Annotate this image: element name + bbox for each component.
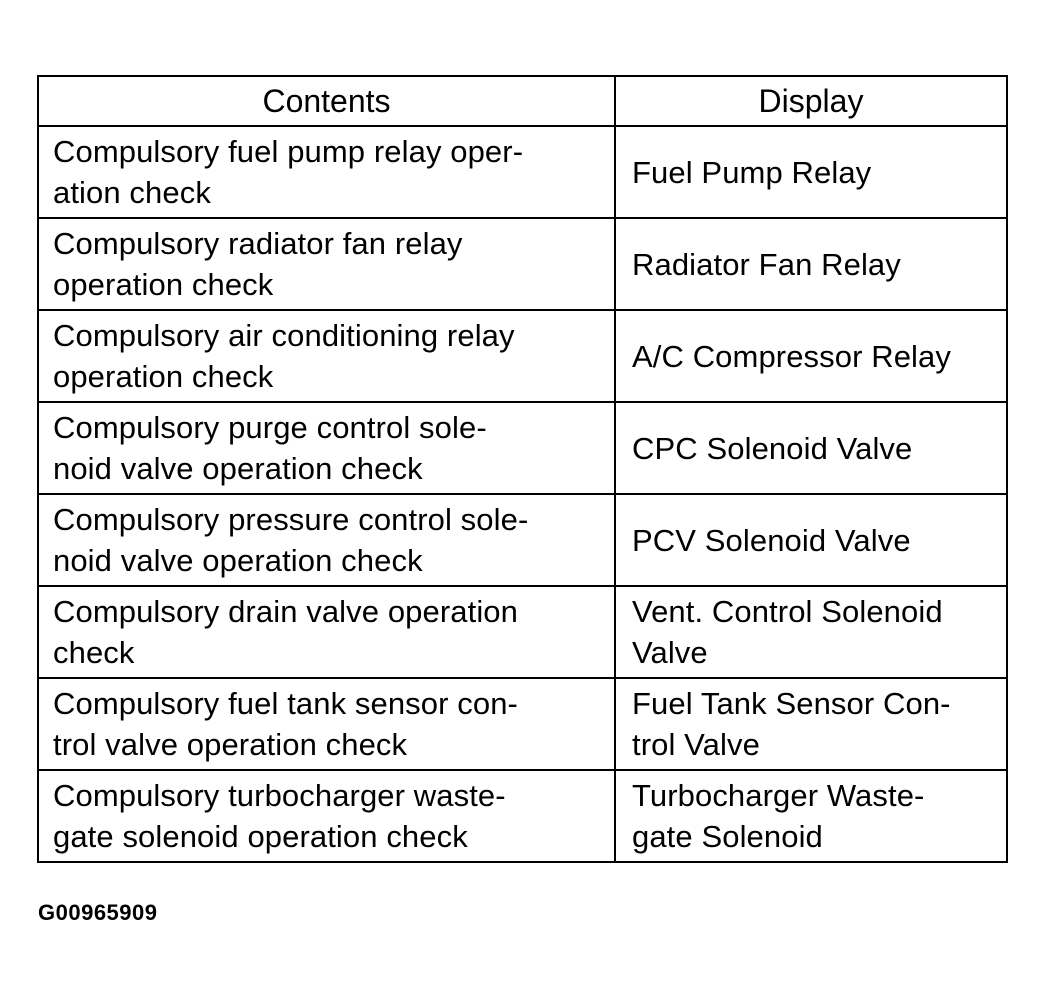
contents-cell: Compulsory air conditioning relay operation check	[38, 310, 615, 402]
table-header	[38, 76, 1007, 126]
table-row	[38, 494, 1007, 586]
display-cell: A/C Compressor Relay	[615, 310, 1007, 402]
table-row	[38, 402, 1007, 494]
header-display: Display	[615, 76, 1007, 126]
header-row	[38, 76, 1007, 126]
contents-cell: Compulsory purge control sole- noid valve operation check	[38, 402, 615, 494]
table-row	[38, 770, 1007, 862]
table-row	[38, 678, 1007, 770]
display-cell: PCV Solenoid Valve	[615, 494, 1007, 586]
table-row	[38, 218, 1007, 310]
display-cell: Radiator Fan Relay	[615, 218, 1007, 310]
display-cell: Fuel Pump Relay	[615, 126, 1007, 218]
contents-cell: Compulsory fuel pump relay oper- ation check	[38, 126, 615, 218]
contents-cell: Compulsory turbocharger waste- gate solenoid operation check	[38, 770, 615, 862]
display-cell: Vent. Control Solenoid Valve	[615, 586, 1007, 678]
contents-cell: Compulsory drain valve operation check	[38, 586, 615, 678]
display-cell: Fuel Tank Sensor Con- trol Valve	[615, 678, 1007, 770]
table-row	[38, 126, 1007, 218]
contents-cell: Compulsory pressure control sole- noid valve operation check	[38, 494, 615, 586]
display-cell: CPC Solenoid Valve	[615, 402, 1007, 494]
table-row	[38, 586, 1007, 678]
operation-check-table	[37, 75, 1008, 863]
header-contents: Contents	[38, 76, 615, 126]
operation-check-table-container	[37, 75, 1006, 863]
table-body	[38, 126, 1007, 862]
contents-cell: Compulsory radiator fan relay operation check	[38, 218, 615, 310]
figure-id: G00965909	[38, 900, 158, 925]
table-row	[38, 310, 1007, 402]
display-cell: Turbocharger Waste- gate Solenoid	[615, 770, 1007, 862]
contents-cell: Compulsory fuel tank sensor con- trol valve operation check	[38, 678, 615, 770]
